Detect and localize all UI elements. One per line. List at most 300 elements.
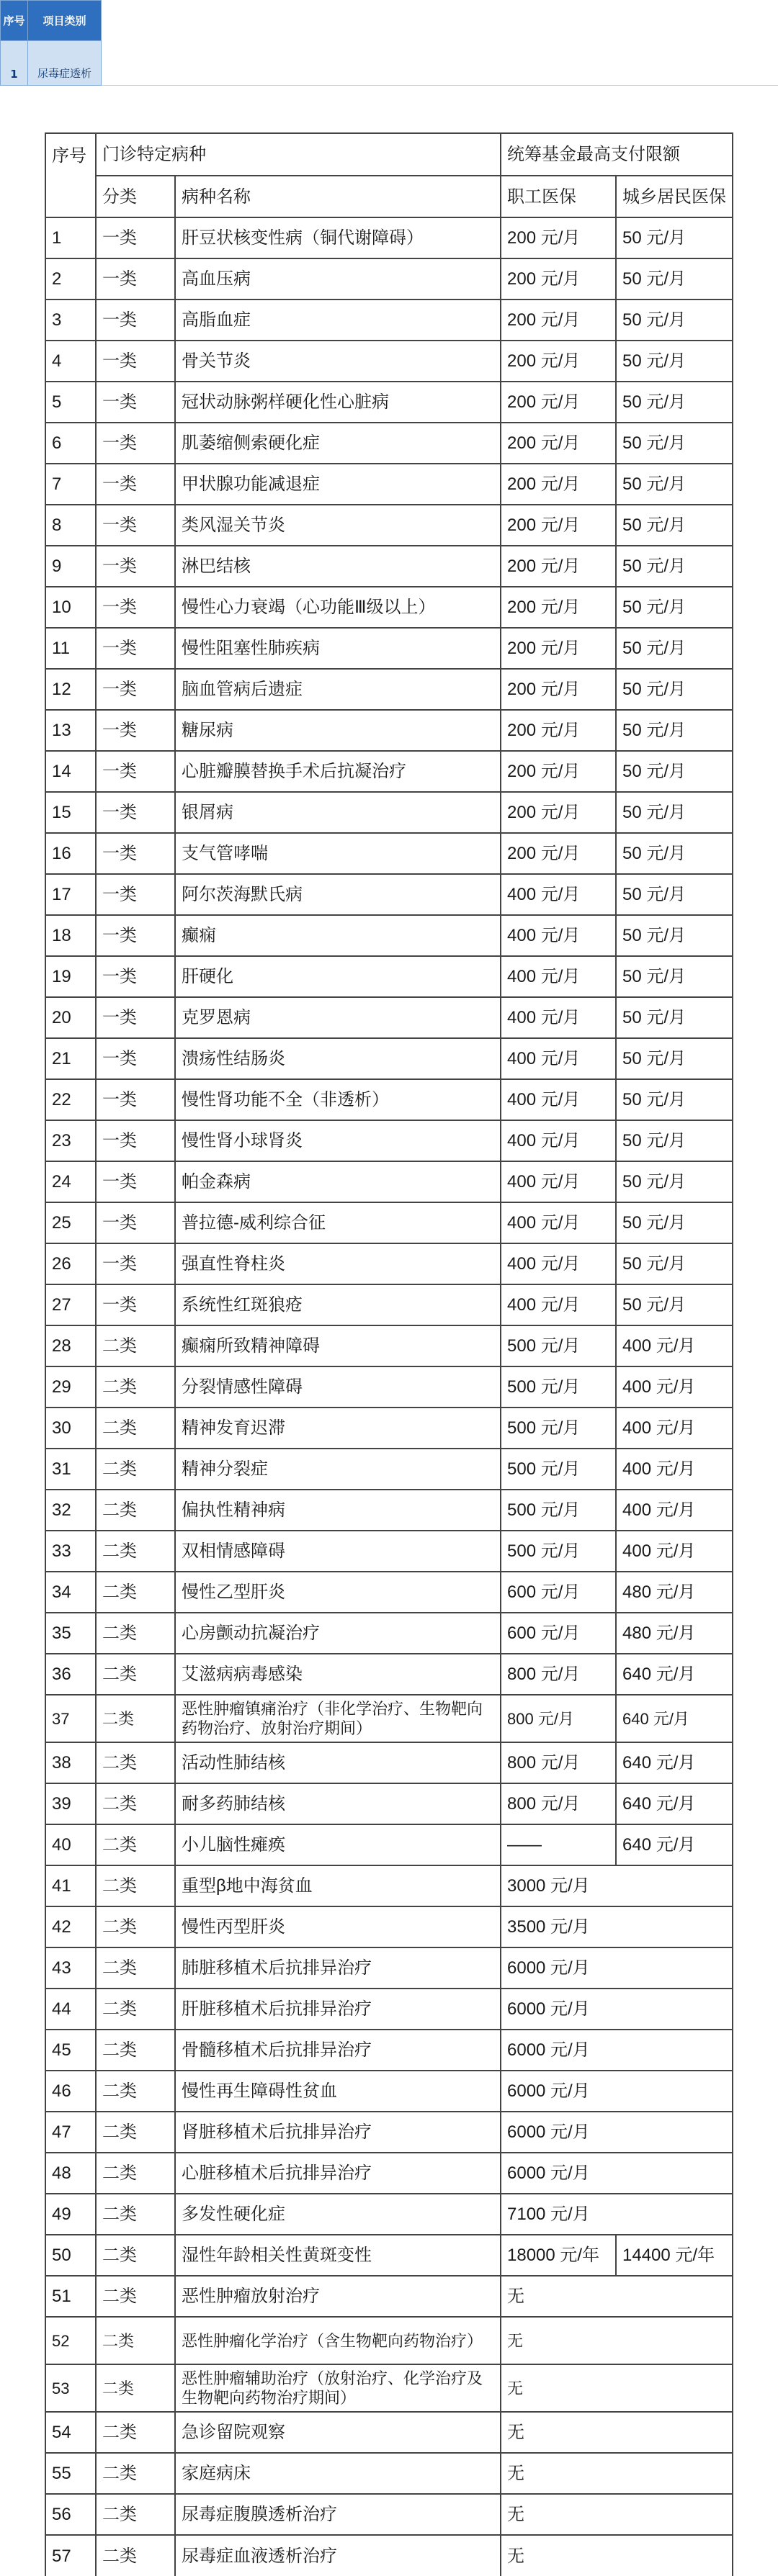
cell-category: 一类 xyxy=(96,587,175,628)
cell-seq: 1 xyxy=(45,217,96,258)
cell-seq: 4 xyxy=(45,341,96,382)
cell-category: 二类 xyxy=(96,1865,175,1906)
header-fund-limit: 统筹基金最高支付限额 xyxy=(501,133,733,176)
cell-resident-limit: 50 元/月 xyxy=(616,997,733,1038)
cell-disease-name: 艾滋病病毒感染 xyxy=(175,1654,501,1695)
sheet-header-category[interactable]: 项目类别 xyxy=(28,1,102,41)
cell-disease-name: 肌萎缩侧索硬化症 xyxy=(175,423,501,464)
table-row xyxy=(45,1366,733,1408)
cell-resident-limit: 50 元/月 xyxy=(616,382,733,423)
cell-disease-name: 湿性年龄相关性黄斑变性 xyxy=(175,2235,501,2276)
cell-category: 一类 xyxy=(96,956,175,997)
cell-seq: 22 xyxy=(45,1079,96,1120)
cell-seq: 3 xyxy=(45,300,96,341)
cell-seq: 7 xyxy=(45,464,96,505)
cell-category: 二类 xyxy=(96,2030,175,2071)
disease-limit-table xyxy=(45,132,733,2576)
cell-seq: 21 xyxy=(45,1038,96,1079)
cell-disease-name: 骨关节炎 xyxy=(175,341,501,382)
cell-resident-limit: 50 元/月 xyxy=(616,1038,733,1079)
cell-seq: 24 xyxy=(45,1161,96,1202)
header-disease-group: 门诊特定病种 xyxy=(96,133,501,176)
table-row xyxy=(45,1695,733,1742)
cell-category: 二类 xyxy=(96,2494,175,2535)
cell-employee-limit: 800 元/月 xyxy=(501,1695,616,1742)
cell-seq: 14 xyxy=(45,751,96,792)
cell-employee-limit: 200 元/月 xyxy=(501,792,616,833)
cell-category: 一类 xyxy=(96,792,175,833)
cell-seq: 47 xyxy=(45,2112,96,2153)
table-row xyxy=(45,2030,733,2071)
table-row xyxy=(45,587,733,628)
cell-seq: 27 xyxy=(45,1284,96,1325)
cell-resident-limit: 50 元/月 xyxy=(616,874,733,915)
cell-disease-name: 类风湿关节炎 xyxy=(175,505,501,546)
cell-disease-name: 克罗恩病 xyxy=(175,997,501,1038)
cell-category: 一类 xyxy=(96,423,175,464)
cell-disease-name: 癫痫 xyxy=(175,915,501,956)
cell-seq: 34 xyxy=(45,1572,96,1613)
cell-employee-limit: 200 元/月 xyxy=(501,258,616,300)
cell-resident-limit: 14400 元/年 xyxy=(616,2235,733,2276)
cell-fund-limit: 无 xyxy=(501,2453,733,2494)
cell-employee-limit: 800 元/月 xyxy=(501,1742,616,1783)
cell-resident-limit: 50 元/月 xyxy=(616,217,733,258)
cell-employee-limit: 200 元/月 xyxy=(501,464,616,505)
cell-fund-limit: 6000 元/月 xyxy=(501,2153,733,2194)
cell-seq: 31 xyxy=(45,1449,96,1490)
table-row xyxy=(45,382,733,423)
cell-category: 一类 xyxy=(96,669,175,710)
cell-disease-name: 冠状动脉粥样硬化性心脏病 xyxy=(175,382,501,423)
cell-resident-limit: 400 元/月 xyxy=(616,1490,733,1531)
cell-seq: 10 xyxy=(45,587,96,628)
cell-category: 二类 xyxy=(96,1783,175,1824)
cell-resident-limit: 50 元/月 xyxy=(616,1161,733,1202)
cell-resident-limit: 50 元/月 xyxy=(616,1243,733,1284)
cell-seq: 57 xyxy=(45,2535,96,2576)
cell-disease-name: 活动性肺结核 xyxy=(175,1742,501,1783)
cell-category: 一类 xyxy=(96,505,175,546)
cell-seq: 30 xyxy=(45,1408,96,1449)
cell-resident-limit: 640 元/月 xyxy=(616,1654,733,1695)
cell-employee-limit: 400 元/月 xyxy=(501,1243,616,1284)
cell-category: 一类 xyxy=(96,258,175,300)
spreadsheet-header-strip xyxy=(0,0,778,86)
cell-seq: 11 xyxy=(45,628,96,669)
cell-employee-limit: 18000 元/年 xyxy=(501,2235,616,2276)
cell-seq: 51 xyxy=(45,2276,96,2317)
table-row xyxy=(45,1490,733,1531)
cell-seq: 52 xyxy=(45,2317,96,2364)
cell-disease-name: 癫痫所致精神障碍 xyxy=(175,1325,501,1366)
table-row xyxy=(45,2412,733,2453)
cell-category: 一类 xyxy=(96,1161,175,1202)
cell-employee-limit: 600 元/月 xyxy=(501,1572,616,1613)
cell-category: 二类 xyxy=(96,1947,175,1989)
cell-seq: 41 xyxy=(45,1865,96,1906)
cell-resident-limit: 50 元/月 xyxy=(616,956,733,997)
cell-seq: 20 xyxy=(45,997,96,1038)
cell-resident-limit: 480 元/月 xyxy=(616,1572,733,1613)
table-row xyxy=(45,341,733,382)
cell-resident-limit: 480 元/月 xyxy=(616,1613,733,1654)
cell-disease-name: 恶性肿瘤化学治疗（含生物靶向药物治疗） xyxy=(175,2317,501,2364)
table-row xyxy=(45,792,733,833)
table-row xyxy=(45,1038,733,1079)
cell-seq: 35 xyxy=(45,1613,96,1654)
table-row xyxy=(45,1742,733,1783)
cell-category: 二类 xyxy=(96,1906,175,1947)
cell-category: 一类 xyxy=(96,464,175,505)
cell-seq: 5 xyxy=(45,382,96,423)
cell-seq: 9 xyxy=(45,546,96,587)
table-row xyxy=(45,2071,733,2112)
cell-employee-limit: 200 元/月 xyxy=(501,341,616,382)
table-row xyxy=(45,2112,733,2153)
cell-employee-limit: 400 元/月 xyxy=(501,1284,616,1325)
cell-category: 一类 xyxy=(96,382,175,423)
cell-category: 二类 xyxy=(96,2235,175,2276)
cell-category: 二类 xyxy=(96,2194,175,2235)
table-row xyxy=(45,1572,733,1613)
cell-employee-limit: 400 元/月 xyxy=(501,1202,616,1243)
cell-disease-name: 高脂血症 xyxy=(175,300,501,341)
table-row xyxy=(45,1613,733,1654)
cell-disease-name: 重型β地中海贫血 xyxy=(175,1865,501,1906)
cell-seq: 55 xyxy=(45,2453,96,2494)
cell-disease-name: 心脏瓣膜替换手术后抗凝治疗 xyxy=(175,751,501,792)
cell-resident-limit: 50 元/月 xyxy=(616,915,733,956)
cell-seq: 18 xyxy=(45,915,96,956)
cell-category: 一类 xyxy=(96,1202,175,1243)
cell-seq: 48 xyxy=(45,2153,96,2194)
cell-disease-name: 多发性硬化症 xyxy=(175,2194,501,2235)
spreadsheet-header-row xyxy=(1,1,102,41)
cell-seq: 36 xyxy=(45,1654,96,1695)
cell-seq: 38 xyxy=(45,1742,96,1783)
table-row xyxy=(45,2535,733,2576)
cell-fund-limit: 7100 元/月 xyxy=(501,2194,733,2235)
table-row xyxy=(45,546,733,587)
cell-resident-limit: 50 元/月 xyxy=(616,1202,733,1243)
cell-disease-name: 慢性阻塞性肺疾病 xyxy=(175,628,501,669)
table-row xyxy=(45,217,733,258)
cell-category: 二类 xyxy=(96,2412,175,2453)
table-row xyxy=(45,1906,733,1947)
table-row xyxy=(45,300,733,341)
cell-fund-limit: 6000 元/月 xyxy=(501,1989,733,2030)
cell-seq: 39 xyxy=(45,1783,96,1824)
cell-category: 一类 xyxy=(96,1079,175,1120)
cell-resident-limit: 400 元/月 xyxy=(616,1449,733,1490)
cell-seq: 53 xyxy=(45,2364,96,2412)
cell-seq: 8 xyxy=(45,505,96,546)
cell-category: 二类 xyxy=(96,1989,175,2030)
cell-disease-name: 肾脏移植术后抗排异治疗 xyxy=(175,2112,501,2153)
cell-disease-name: 甲状腺功能减退症 xyxy=(175,464,501,505)
cell-disease-name: 慢性再生障碍性贫血 xyxy=(175,2071,501,2112)
table-row xyxy=(45,1120,733,1161)
cell-disease-name: 小儿脑性瘫痪 xyxy=(175,1824,501,1865)
table-row xyxy=(45,1079,733,1120)
table-row xyxy=(45,628,733,669)
cell-disease-name: 高血压病 xyxy=(175,258,501,300)
table-row xyxy=(45,464,733,505)
table-row xyxy=(45,833,733,874)
cell-category: 二类 xyxy=(96,2535,175,2576)
cell-fund-limit: 6000 元/月 xyxy=(501,1947,733,1989)
table-row xyxy=(45,2194,733,2235)
table-row xyxy=(45,1449,733,1490)
table-row xyxy=(45,2276,733,2317)
cell-seq: 49 xyxy=(45,2194,96,2235)
cell-disease-name: 心房颤动抗凝治疗 xyxy=(175,1613,501,1654)
header-disease-name: 病种名称 xyxy=(175,176,501,217)
cell-resident-limit: 50 元/月 xyxy=(616,669,733,710)
cell-resident-limit: 640 元/月 xyxy=(616,1695,733,1742)
table-row xyxy=(45,956,733,997)
header-employee: 职工医保 xyxy=(501,176,616,217)
cell-category: 二类 xyxy=(96,1742,175,1783)
cell-seq: 37 xyxy=(45,1695,96,1742)
cell-category: 二类 xyxy=(96,1572,175,1613)
cell-employee-limit: 800 元/月 xyxy=(501,1654,616,1695)
cell-disease-name: 尿毒症腹膜透析治疗 xyxy=(175,2494,501,2535)
sheet-header-seq[interactable]: 序号 xyxy=(1,1,28,41)
table-row xyxy=(45,710,733,751)
cell-disease-name: 糖尿病 xyxy=(175,710,501,751)
cell-category: 二类 xyxy=(96,1824,175,1865)
cell-fund-limit: 3000 元/月 xyxy=(501,1865,733,1906)
cell-disease-name: 溃疡性结肠炎 xyxy=(175,1038,501,1079)
cell-fund-limit: 6000 元/月 xyxy=(501,2030,733,2071)
cell-resident-limit: 50 元/月 xyxy=(616,464,733,505)
cell-category: 一类 xyxy=(96,915,175,956)
cell-employee-limit: 500 元/月 xyxy=(501,1366,616,1408)
table-row xyxy=(45,1989,733,2030)
cell-disease-name: 尿毒症血液透析治疗 xyxy=(175,2535,501,2576)
cell-category: 一类 xyxy=(96,751,175,792)
cell-employee-limit: 400 元/月 xyxy=(501,1079,616,1120)
cell-seq: 29 xyxy=(45,1366,96,1408)
table-row xyxy=(45,423,733,464)
table-row xyxy=(45,874,733,915)
cell-category: 一类 xyxy=(96,1120,175,1161)
table-row xyxy=(45,1161,733,1202)
cell-seq: 45 xyxy=(45,2030,96,2071)
cell-disease-name: 阿尔茨海默氏病 xyxy=(175,874,501,915)
table-row xyxy=(45,915,733,956)
cell-seq: 15 xyxy=(45,792,96,833)
cell-category: 二类 xyxy=(96,2071,175,2112)
cell-seq: 40 xyxy=(45,1824,96,1865)
cell-disease-name: 肺脏移植术后抗排异治疗 xyxy=(175,1947,501,1989)
cell-seq: 42 xyxy=(45,1906,96,1947)
cell-category: 一类 xyxy=(96,546,175,587)
table-row xyxy=(45,2453,733,2494)
cell-resident-limit: 640 元/月 xyxy=(616,1742,733,1783)
cell-resident-limit: 50 元/月 xyxy=(616,1284,733,1325)
table-row xyxy=(45,1202,733,1243)
cell-employee-limit: 400 元/月 xyxy=(501,956,616,997)
cell-disease-name: 偏执性精神病 xyxy=(175,1490,501,1531)
cell-resident-limit: 50 元/月 xyxy=(616,300,733,341)
cell-disease-name: 骨髓移植术后抗排异治疗 xyxy=(175,2030,501,2071)
cell-employee-limit: 200 元/月 xyxy=(501,628,616,669)
table-row xyxy=(45,2364,733,2412)
cell-disease-name: 慢性肾功能不全（非透析） xyxy=(175,1079,501,1120)
cell-seq: 2 xyxy=(45,258,96,300)
cell-fund-limit: 无 xyxy=(501,2494,733,2535)
cell-fund-limit: 无 xyxy=(501,2364,733,2412)
cell-employee-limit: 500 元/月 xyxy=(501,1490,616,1531)
cell-disease-name: 双相情感障碍 xyxy=(175,1531,501,1572)
cell-category: 二类 xyxy=(96,1531,175,1572)
cell-fund-limit: 无 xyxy=(501,2535,733,2576)
cell-resident-limit: 50 元/月 xyxy=(616,751,733,792)
cell-employee-limit: 500 元/月 xyxy=(501,1408,616,1449)
cell-disease-name: 系统性红斑狼疮 xyxy=(175,1284,501,1325)
cell-seq: 32 xyxy=(45,1490,96,1531)
cell-employee-limit: 200 元/月 xyxy=(501,669,616,710)
cell-disease-name: 肝脏移植术后抗排异治疗 xyxy=(175,1989,501,2030)
cell-seq: 44 xyxy=(45,1989,96,2030)
cell-category: 一类 xyxy=(96,1284,175,1325)
cell-disease-name: 强直性脊柱炎 xyxy=(175,1243,501,1284)
cell-category: 二类 xyxy=(96,1695,175,1742)
table-header-row-2 xyxy=(45,176,733,217)
cell-seq: 6 xyxy=(45,423,96,464)
cell-resident-limit: 50 元/月 xyxy=(616,258,733,300)
cell-disease-name: 耐多药肺结核 xyxy=(175,1783,501,1824)
cell-fund-limit: 无 xyxy=(501,2276,733,2317)
cell-employee-limit: 800 元/月 xyxy=(501,1783,616,1824)
cell-disease-name: 心脏移植术后抗排异治疗 xyxy=(175,2153,501,2194)
cell-fund-limit: 6000 元/月 xyxy=(501,2071,733,2112)
cell-category: 一类 xyxy=(96,1243,175,1284)
cell-employee-limit: —— xyxy=(501,1824,616,1865)
cell-employee-limit: 200 元/月 xyxy=(501,217,616,258)
cell-category: 一类 xyxy=(96,1038,175,1079)
cell-disease-name: 精神分裂症 xyxy=(175,1449,501,1490)
cell-disease-name: 恶性肿瘤辅助治疗（放射治疗、化学治疗及生物靶向药物治疗期间） xyxy=(175,2364,501,2412)
cell-fund-limit: 6000 元/月 xyxy=(501,2112,733,2153)
cell-resident-limit: 640 元/月 xyxy=(616,1783,733,1824)
cell-disease-name: 慢性肾小球肾炎 xyxy=(175,1120,501,1161)
cell-employee-limit: 500 元/月 xyxy=(501,1531,616,1572)
cell-category: 二类 xyxy=(96,1325,175,1366)
cell-disease-name: 支气管哮喘 xyxy=(175,833,501,874)
cell-seq: 46 xyxy=(45,2071,96,2112)
cell-employee-limit: 400 元/月 xyxy=(501,1120,616,1161)
cell-seq: 12 xyxy=(45,669,96,710)
cell-resident-limit: 50 元/月 xyxy=(616,1120,733,1161)
cell-seq: 43 xyxy=(45,1947,96,1989)
table-row xyxy=(45,1531,733,1572)
cell-category: 一类 xyxy=(96,874,175,915)
cell-resident-limit: 50 元/月 xyxy=(616,833,733,874)
cell-disease-name: 普拉德-威利综合征 xyxy=(175,1202,501,1243)
cell-category: 二类 xyxy=(96,1366,175,1408)
table-row xyxy=(45,1654,733,1695)
cell-employee-limit: 200 元/月 xyxy=(501,423,616,464)
cell-employee-limit: 500 元/月 xyxy=(501,1449,616,1490)
cell-employee-limit: 600 元/月 xyxy=(501,1613,616,1654)
cell-employee-limit: 200 元/月 xyxy=(501,751,616,792)
cell-disease-name: 淋巴结核 xyxy=(175,546,501,587)
cell-disease-name: 肝豆状核变性病（铜代谢障碍） xyxy=(175,217,501,258)
cell-category: 一类 xyxy=(96,833,175,874)
cell-resident-limit: 50 元/月 xyxy=(616,587,733,628)
table-body xyxy=(45,133,733,2576)
cell-resident-limit: 400 元/月 xyxy=(616,1408,733,1449)
cell-employee-limit: 200 元/月 xyxy=(501,710,616,751)
cell-employee-limit: 400 元/月 xyxy=(501,997,616,1038)
table-row xyxy=(45,1783,733,1824)
cell-disease-name: 慢性丙型肝炎 xyxy=(175,1906,501,1947)
table-row xyxy=(45,1824,733,1865)
cell-fund-limit: 无 xyxy=(501,2412,733,2453)
cell-category: 二类 xyxy=(96,1654,175,1695)
table-row xyxy=(45,1408,733,1449)
cell-category: 二类 xyxy=(96,2153,175,2194)
cell-employee-limit: 400 元/月 xyxy=(501,1038,616,1079)
cell-category: 一类 xyxy=(96,341,175,382)
table-row xyxy=(45,1325,733,1366)
cell-disease-name: 急诊留院观察 xyxy=(175,2412,501,2453)
cell-resident-limit: 400 元/月 xyxy=(616,1531,733,1572)
cell-category: 二类 xyxy=(96,1490,175,1531)
cell-seq: 13 xyxy=(45,710,96,751)
cell-seq: 19 xyxy=(45,956,96,997)
header-resident: 城乡居民医保 xyxy=(616,176,733,217)
cell-disease-name: 分裂情感性障碍 xyxy=(175,1366,501,1408)
table-row xyxy=(45,505,733,546)
cell-employee-limit: 200 元/月 xyxy=(501,382,616,423)
sheet-cell-seq[interactable]: 1 xyxy=(1,41,28,86)
header-seq: 序号 xyxy=(45,133,96,217)
cell-category: 二类 xyxy=(96,2112,175,2153)
table-row xyxy=(45,669,733,710)
cell-seq: 16 xyxy=(45,833,96,874)
cell-category: 二类 xyxy=(96,2364,175,2412)
cell-seq: 17 xyxy=(45,874,96,915)
cell-seq: 50 xyxy=(45,2235,96,2276)
cell-category: 一类 xyxy=(96,710,175,751)
cell-disease-name: 恶性肿瘤放射治疗 xyxy=(175,2276,501,2317)
table-row xyxy=(45,2317,733,2364)
cell-resident-limit: 640 元/月 xyxy=(616,1824,733,1865)
cell-resident-limit: 400 元/月 xyxy=(616,1366,733,1408)
cell-resident-limit: 50 元/月 xyxy=(616,423,733,464)
cell-resident-limit: 50 元/月 xyxy=(616,792,733,833)
cell-resident-limit: 50 元/月 xyxy=(616,710,733,751)
cell-seq: 23 xyxy=(45,1120,96,1161)
cell-disease-name: 帕金森病 xyxy=(175,1161,501,1202)
cell-fund-limit: 3500 元/月 xyxy=(501,1906,733,1947)
spreadsheet-data-row xyxy=(1,41,102,86)
table-row xyxy=(45,1865,733,1906)
cell-employee-limit: 500 元/月 xyxy=(501,1325,616,1366)
cell-resident-limit: 400 元/月 xyxy=(616,1325,733,1366)
table-row xyxy=(45,2494,733,2535)
table-row xyxy=(45,751,733,792)
cell-resident-limit: 50 元/月 xyxy=(616,628,733,669)
cell-seq: 25 xyxy=(45,1202,96,1243)
sheet-cell-category[interactable]: 尿毒症透析 xyxy=(28,41,102,86)
table-row xyxy=(45,1284,733,1325)
